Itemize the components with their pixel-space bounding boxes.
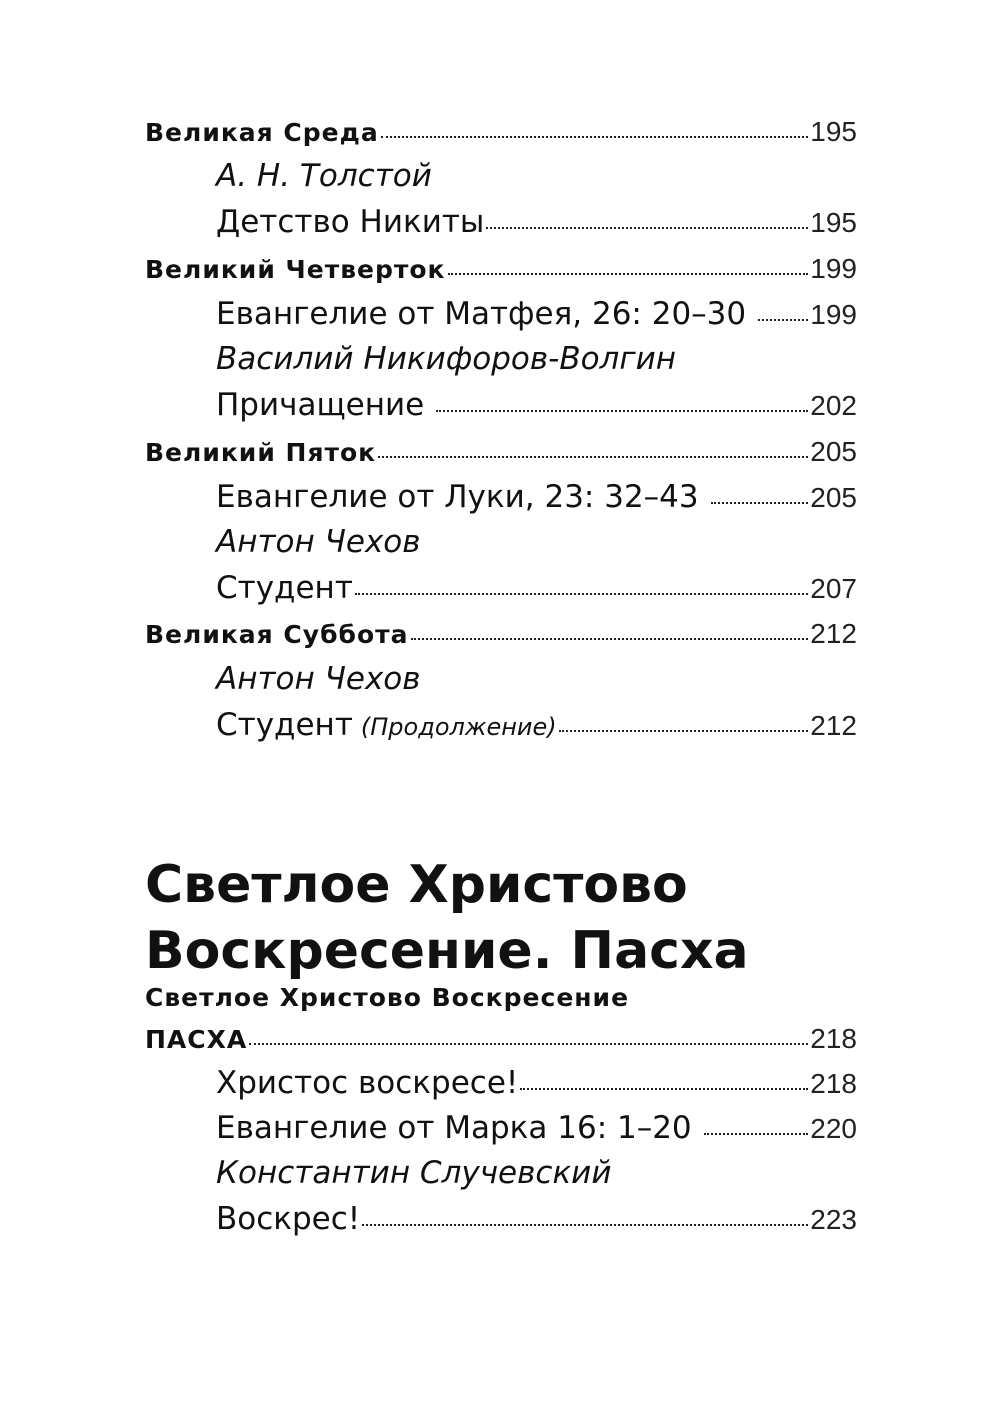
author-name: Антон Чехов [216, 524, 421, 560]
dot-leader [711, 502, 809, 504]
dot-leader [436, 410, 808, 412]
toc-entry [216, 1065, 857, 1101]
toc-heading [145, 253, 857, 285]
toc-heading-title: ПАСХА [145, 1025, 248, 1054]
toc-heading-title: Великий Четверток [145, 255, 446, 284]
toc-author [216, 524, 857, 560]
toc-entry [216, 707, 857, 743]
section-title-line-2: Воскресение. Пасха [145, 921, 749, 981]
page-number: 212 [810, 710, 857, 741]
toc-heading [145, 618, 857, 650]
entry-title: Детство Никиты [216, 204, 485, 240]
toc-heading [145, 1023, 857, 1055]
page-number: 202 [810, 390, 857, 421]
toc-author [216, 661, 857, 697]
page-number: 207 [810, 573, 857, 604]
toc-heading [145, 436, 857, 468]
entry-title: Христос воскресе! [216, 1065, 519, 1101]
toc-heading [145, 116, 857, 148]
dot-leader [249, 1043, 808, 1045]
dot-leader [355, 593, 808, 595]
toc-entry [216, 570, 857, 606]
dot-leader [411, 638, 809, 640]
section-title-line-1: Светлое Христово [145, 855, 688, 915]
dot-leader [381, 136, 809, 138]
author-name: Василий Никифоров-Волгин [216, 341, 677, 377]
page-number: 218 [810, 1068, 857, 1099]
entry-title: Евангелие от Матфея, 26: 20–30 [216, 296, 747, 332]
dot-leader [448, 273, 809, 275]
page-number: 223 [810, 1204, 857, 1235]
dot-leader [378, 456, 808, 458]
toc-entry [216, 479, 857, 515]
entry-title: Воскрес! [216, 1201, 361, 1237]
page-number: 218 [810, 1023, 857, 1054]
entry-note: (Продолжение) [360, 713, 557, 741]
entry-title: Причащение [216, 387, 425, 423]
dot-leader [704, 1133, 809, 1135]
subheading-text: Светлое Христово Воскресение [145, 983, 630, 1012]
section-title [145, 852, 749, 984]
entry-title: Студент [216, 707, 353, 743]
toc-entry [216, 387, 857, 423]
page-number: 205 [810, 482, 857, 513]
entry-title: Евангелие от Луки, 23: 32–43 [216, 479, 699, 515]
section-subheading [145, 983, 857, 1012]
dot-leader [362, 1224, 808, 1226]
page-number: 195 [810, 116, 857, 147]
page-number: 212 [810, 618, 857, 649]
entry-title: Студент [216, 570, 353, 606]
dot-leader [559, 730, 809, 732]
dot-leader [758, 319, 808, 321]
author-name: Константин Случевский [216, 1155, 612, 1191]
page-number: 195 [810, 207, 857, 238]
author-name: А. Н. Толстой [216, 158, 432, 194]
page-number: 205 [810, 436, 857, 467]
toc-entry [216, 204, 857, 240]
toc-author [216, 158, 857, 194]
toc-heading-title: Великая Суббота [145, 620, 409, 649]
page-number: 199 [810, 299, 857, 330]
toc-entry [216, 1110, 857, 1146]
toc-heading-title: Великая Среда [145, 118, 379, 147]
dot-leader [486, 227, 808, 229]
toc-author [216, 1155, 857, 1191]
toc-author [216, 341, 857, 377]
dot-leader [520, 1088, 808, 1090]
author-name: Антон Чехов [216, 661, 421, 697]
toc-heading-title: Великий Пяток [145, 438, 377, 467]
toc-entry [216, 296, 857, 332]
page-number: 199 [810, 253, 857, 284]
toc-entry [216, 1201, 857, 1237]
page-number: 220 [810, 1113, 857, 1144]
entry-title: Евангелие от Марка 16: 1–20 [216, 1110, 692, 1146]
